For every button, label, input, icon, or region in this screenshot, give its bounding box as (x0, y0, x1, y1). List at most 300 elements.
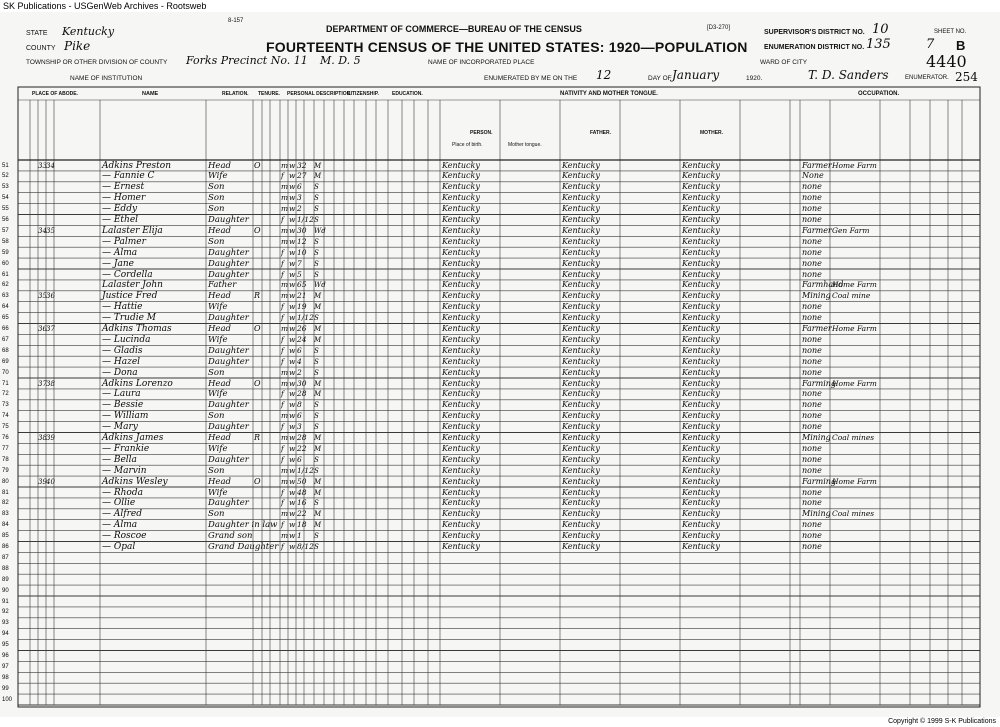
occupation-cell: none (802, 411, 822, 421)
relation-cell: Grand son (208, 531, 253, 542)
father-birthplace-cell: Kentucky (562, 302, 600, 312)
tenure-cell: O (254, 225, 261, 235)
line-number: 56 (2, 217, 9, 223)
relation-cell: Father (208, 280, 237, 291)
education-header: EDUCATION. (392, 91, 423, 97)
dwelling-number: 34 (38, 226, 47, 235)
race-cell: w (289, 476, 296, 486)
relation-cell: Head (208, 160, 231, 171)
industry-cell: Home Farm (832, 378, 877, 388)
relation-cell: Daughter (208, 269, 249, 280)
age-cell: 24 (297, 334, 307, 344)
enumeration-label: ENUMERATION DISTRICT NO. (764, 44, 865, 51)
relation-cell: Wife (208, 389, 228, 400)
marital-cell: M (314, 390, 322, 399)
person-name: — Mary (102, 422, 138, 433)
marital-cell: M (314, 477, 322, 486)
age-cell: 30 (297, 225, 307, 235)
place-of-birth-label: Place of birth. (452, 142, 483, 148)
marital-cell: S (314, 455, 319, 464)
marital-cell: S (314, 543, 319, 551)
age-cell: 8 (297, 400, 302, 410)
person-name: — Roscoe (102, 531, 147, 542)
industry-cell: Coal mines (832, 433, 875, 442)
industry-cell: Home Farm (832, 324, 877, 333)
supervisor-district: 10 (872, 22, 889, 37)
father-birthplace-cell: Kentucky (562, 247, 600, 257)
age-cell: 10 (297, 247, 307, 257)
race-cell: w (289, 411, 296, 421)
tenure-cell: R (254, 433, 261, 442)
father-birthplace-cell: Kentucky (562, 520, 600, 530)
occupation-cell: none (802, 193, 822, 203)
race-cell: w (289, 313, 296, 323)
marital-cell: Wd (314, 226, 326, 235)
sex-cell: m (281, 193, 289, 203)
personal-header: PERSONAL DESCRIPTION. (287, 91, 352, 97)
sex-cell: m (281, 160, 289, 170)
father-birthplace-cell: Kentucky (562, 160, 600, 170)
occupation-cell: none (802, 345, 822, 355)
sex-cell: m (281, 182, 289, 192)
relation-cell: Daughter (208, 400, 249, 411)
family-number: 35 (46, 226, 55, 235)
enumerated-label: ENUMERATED BY ME ON THE (484, 75, 578, 82)
sex-cell: f (281, 389, 284, 399)
enumerator-label: ENUMERATOR. (905, 75, 949, 81)
age-cell: 2 (297, 204, 302, 214)
person-name: — Alma (102, 247, 138, 258)
birthplace-cell: Kentucky (442, 345, 480, 355)
marital-cell: M (314, 488, 322, 497)
line-number: 60 (2, 260, 9, 267)
person-name: — Dona (102, 367, 138, 378)
mother-birthplace-cell: Kentucky (682, 160, 720, 170)
mother-birthplace-cell: Kentucky (682, 182, 720, 192)
race-cell: w (289, 378, 296, 388)
line-number: 75 (2, 424, 9, 431)
father-birthplace-cell: Kentucky (562, 324, 600, 333)
race-cell: w (289, 454, 296, 464)
person-name: Adkins James (102, 433, 164, 443)
father-birthplace-cell: Kentucky (562, 291, 600, 301)
father-birthplace-cell: Kentucky (562, 356, 600, 366)
birthplace-cell: Kentucky (442, 258, 480, 268)
birthplace-cell: Kentucky (442, 509, 480, 519)
age-cell: 26 (297, 324, 307, 333)
age-cell: 6 (297, 411, 302, 421)
age-cell: 48 (297, 487, 307, 497)
occupation-cell: none (802, 542, 822, 551)
race-cell: w (289, 542, 296, 551)
family-number: 36 (46, 292, 55, 301)
age-cell: 19 (297, 302, 307, 312)
line-number: 77 (2, 445, 9, 452)
race-cell: w (289, 498, 296, 508)
line-number: 55 (2, 206, 9, 213)
relation-cell: Daughter (208, 454, 249, 465)
relation-cell: Head (208, 433, 231, 443)
sex-cell: f (281, 422, 284, 432)
mother-tongue-label: Mother tongue. (508, 142, 542, 148)
father-birthplace-cell: Kentucky (562, 236, 600, 246)
sex-cell: f (281, 247, 284, 257)
occupation-cell: Farming (802, 378, 837, 388)
line-number: 65 (2, 315, 9, 322)
marital-cell: S (314, 423, 319, 432)
birthplace-cell: Kentucky (442, 247, 480, 257)
stamp-number-2: 254 (955, 70, 978, 84)
age-cell: 18 (297, 520, 307, 530)
age-cell: 1/12 (297, 465, 314, 475)
birthplace-cell: Kentucky (442, 280, 480, 290)
mother-birthplace-cell: Kentucky (682, 400, 720, 410)
father-birthplace-cell: Kentucky (562, 531, 600, 541)
sheet-letter: B (956, 38, 966, 53)
window-title: SK Publications - USGenWeb Archives - Rootsweb (3, 1, 207, 11)
occupation-cell: none (802, 487, 822, 497)
line-number: 74 (2, 413, 9, 420)
tenure-cell: O (254, 378, 261, 388)
line-number: 85 (2, 533, 9, 540)
person-name: Adkins Lorenzo (102, 378, 173, 389)
father-birthplace-cell: Kentucky (562, 498, 600, 508)
line-number: 73 (2, 402, 9, 409)
sex-cell: f (281, 542, 284, 551)
race-cell: w (289, 520, 296, 530)
age-cell: 22 (297, 443, 307, 453)
mother-birthplace-cell: Kentucky (682, 367, 720, 377)
line-number: 79 (2, 467, 9, 474)
census-sheet (0, 12, 1000, 717)
marital-cell: M (314, 303, 322, 312)
sheet-label: SHEET NO. (934, 29, 967, 35)
person-name: — Bessie (102, 400, 144, 411)
name-header: NAME (142, 91, 159, 97)
race-cell: w (289, 400, 296, 410)
age-cell: 6 (297, 454, 302, 464)
marital-cell: Wd (314, 281, 326, 290)
birthplace-cell: Kentucky (442, 389, 480, 399)
relation-cell: Head (208, 324, 231, 334)
occupation-cell: none (802, 204, 822, 214)
relation-cell: Head (208, 476, 231, 487)
tenure-header: TENURE. (258, 91, 280, 97)
sheet-number: 7 (926, 37, 935, 52)
father-birthplace-cell: Kentucky (562, 422, 600, 432)
mother-birthplace-cell: Kentucky (682, 520, 720, 530)
race-cell: w (289, 258, 296, 268)
person-name: — Palmer (102, 236, 146, 247)
person-name: — Marvin (102, 465, 147, 476)
age-cell: 30 (297, 378, 307, 388)
department-title: DEPARTMENT OF COMMERCE—BUREAU OF THE CENSUS (326, 24, 582, 34)
marital-cell: S (314, 346, 319, 355)
relation-cell: Daughter (208, 422, 249, 433)
dwelling-number: 38 (38, 434, 47, 442)
sex-cell: f (281, 269, 284, 279)
occupation-cell: None (802, 171, 824, 181)
dwelling-number: 39 (38, 477, 47, 486)
state-label: STATE (26, 30, 48, 37)
marital-cell: S (314, 314, 319, 323)
sex-cell: m (281, 465, 289, 475)
mother-birthplace-cell: Kentucky (682, 542, 720, 551)
person-name: — Fannie C (102, 171, 155, 182)
marital-cell: M (314, 379, 322, 388)
line-number: 59 (2, 249, 9, 256)
birthplace-cell: Kentucky (442, 465, 480, 475)
occupation-cell: none (802, 236, 822, 246)
sex-cell: m (281, 509, 289, 519)
tenure-cell: O (254, 476, 261, 486)
occupation-cell: none (802, 422, 822, 432)
line-number: 76 (2, 435, 9, 441)
birthplace-cell: Kentucky (442, 269, 480, 279)
sex-cell: f (281, 345, 284, 355)
race-cell: w (289, 171, 296, 181)
marital-cell: M (314, 325, 322, 333)
industry-cell: Home Farm (832, 476, 877, 486)
occupation-cell: none (802, 389, 822, 399)
person-name: — Ollie (102, 498, 136, 509)
marital-cell: S (314, 499, 319, 508)
age-cell: 50 (297, 476, 307, 486)
birthplace-cell: Kentucky (442, 324, 480, 333)
person-name: — William (102, 411, 149, 422)
line-number: 71 (2, 380, 9, 387)
county-label: COUNTY (26, 45, 56, 52)
sex-cell: m (281, 291, 289, 301)
father-birthplace-cell: Kentucky (562, 443, 600, 453)
line-number: 93 (2, 620, 9, 627)
line-number: 81 (2, 489, 9, 496)
tenure-cell: O (254, 160, 261, 170)
father-birthplace-cell: Kentucky (562, 454, 600, 464)
marital-cell: S (314, 270, 319, 279)
occupation-cell: none (802, 215, 822, 224)
sex-cell: f (281, 258, 284, 268)
line-number: 72 (2, 391, 9, 398)
sex-cell: f (281, 356, 284, 366)
supervisor-label: SUPERVISOR'S DISTRICT NO. (764, 29, 865, 36)
age-cell: 28 (297, 389, 307, 399)
person-name: — Cordella (102, 269, 153, 280)
family-number: 40 (46, 477, 55, 486)
person-name: — Rhoda (102, 487, 143, 498)
person-name: Adkins Wesley (102, 476, 168, 487)
line-number: 83 (2, 511, 9, 518)
line-number: 70 (2, 369, 9, 376)
father-birthplace-cell: Kentucky (562, 204, 600, 214)
race-cell: w (289, 291, 296, 301)
line-number: 63 (2, 293, 9, 300)
mother-birthplace-cell: Kentucky (682, 280, 720, 290)
race-cell: w (289, 236, 296, 246)
father-birthplace-cell: Kentucky (562, 542, 600, 551)
copyright-text: Copyright © 1999 S-K Publications (888, 718, 996, 725)
father-birthplace-cell: Kentucky (562, 225, 600, 235)
relation-cell: Daughter (208, 498, 249, 509)
dwelling-number: 33 (38, 161, 47, 170)
line-number: 82 (2, 500, 9, 507)
marital-cell: S (314, 412, 319, 421)
birthplace-cell: Kentucky (442, 531, 480, 541)
family-number: 38 (46, 379, 55, 388)
sex-cell: m (281, 225, 289, 235)
marital-cell: S (314, 205, 319, 214)
person-name: — Laura (102, 389, 141, 400)
age-cell: 27 (297, 171, 307, 181)
sex-cell: f (281, 487, 284, 497)
sex-cell: m (281, 531, 289, 541)
line-number: 100 (2, 696, 13, 703)
birthplace-cell: Kentucky (442, 291, 480, 301)
relation-cell: Son (208, 204, 225, 215)
age-cell: 2 (297, 367, 302, 377)
person-name: Justice Fred (102, 291, 158, 302)
age-cell: 1 (297, 531, 302, 541)
age-cell: 8/12 (297, 542, 314, 551)
person-subheader: PERSON. (470, 130, 493, 136)
form-number: 8-157 (228, 18, 244, 24)
line-number: 99 (2, 685, 9, 692)
mother-birthplace-cell: Kentucky (682, 531, 720, 541)
father-birthplace-cell: Kentucky (562, 400, 600, 410)
sex-cell: m (281, 367, 289, 377)
father-birthplace-cell: Kentucky (562, 269, 600, 279)
county-value: Pike (64, 39, 91, 53)
birthplace-cell: Kentucky (442, 182, 480, 192)
citizenship-header: CITIZENSHIP. (347, 91, 379, 97)
sex-cell: f (281, 171, 284, 181)
father-birthplace-cell: Kentucky (562, 367, 600, 377)
marital-cell: M (314, 510, 322, 519)
birthplace-cell: Kentucky (442, 433, 480, 442)
sex-cell: m (281, 378, 289, 388)
person-name: — Ethel (102, 215, 139, 225)
sex-cell: f (281, 302, 284, 312)
birthplace-cell: Kentucky (442, 422, 480, 432)
line-number: 51 (2, 162, 9, 169)
person-name: — Ernest (102, 182, 145, 193)
race-cell: w (289, 367, 296, 377)
line-number: 57 (2, 227, 9, 234)
marital-cell: M (314, 434, 322, 442)
birthplace-cell: Kentucky (442, 542, 480, 551)
dwelling-number: 36 (38, 325, 47, 333)
line-number: 89 (2, 576, 9, 583)
mother-birthplace-cell: Kentucky (682, 258, 720, 268)
relation-cell: Son (208, 411, 225, 422)
age-cell: 1/12 (297, 313, 314, 323)
relation-cell: Son (208, 465, 225, 476)
person-name: — Lucinda (102, 334, 151, 345)
mother-birthplace-cell: Kentucky (682, 302, 720, 312)
mother-birthplace-cell: Kentucky (682, 269, 720, 279)
sex-cell: f (281, 498, 284, 508)
birthplace-cell: Kentucky (442, 215, 480, 224)
footer (0, 717, 1000, 727)
age-cell: 28 (297, 433, 307, 442)
magisterial-value: M. D. 5 (320, 54, 361, 67)
line-number: 88 (2, 565, 9, 572)
mother-birthplace-cell: Kentucky (682, 204, 720, 214)
birthplace-cell: Kentucky (442, 411, 480, 421)
relation-cell: Daughter (208, 247, 249, 258)
age-cell: 5 (297, 269, 302, 279)
mother-birthplace-cell: Kentucky (682, 215, 720, 224)
relation-cell: Son (208, 193, 225, 204)
age-cell: 7 (297, 258, 302, 268)
mother-birthplace-cell: Kentucky (682, 411, 720, 421)
line-number: 78 (2, 456, 9, 463)
line-number: 95 (2, 642, 9, 649)
person-name: — Jane (102, 258, 134, 269)
relation-cell: Grand Daughter (208, 542, 279, 552)
race-cell: w (289, 280, 296, 290)
race-cell: w (289, 247, 296, 257)
institution-label: NAME OF INSTITUTION (70, 75, 143, 82)
father-birthplace-cell: Kentucky (562, 313, 600, 323)
occupation-cell: Mining (802, 291, 831, 301)
line-number: 87 (2, 554, 9, 561)
relation-cell: Wife (208, 443, 228, 454)
person-name: — Alfred (102, 509, 142, 520)
father-birthplace-cell: Kentucky (562, 334, 600, 344)
father-birthplace-cell: Kentucky (562, 280, 600, 290)
sex-cell: f (281, 520, 284, 530)
race-cell: w (289, 509, 296, 519)
relation-cell: Daughter (208, 313, 249, 324)
race-cell: w (289, 302, 296, 312)
race-cell: w (289, 422, 296, 432)
relation-cell: Daughter (208, 356, 249, 367)
person-name: Lalaster John (102, 280, 163, 291)
relation-cell: Daughter (208, 345, 249, 356)
birthplace-cell: Kentucky (442, 400, 480, 410)
mother-birthplace-cell: Kentucky (682, 291, 720, 301)
sex-cell: m (281, 204, 289, 214)
race-cell: w (289, 487, 296, 497)
line-number: 97 (2, 663, 9, 670)
person-name: — Homer (102, 193, 146, 204)
race-cell: w (289, 433, 296, 442)
mother-birthplace-cell: Kentucky (682, 356, 720, 366)
person-name: — Frankie (102, 443, 150, 454)
industry-cell: Home Farm (832, 160, 877, 170)
day-label: DAY OF (648, 75, 672, 82)
father-birthplace-cell: Kentucky (562, 487, 600, 497)
marital-cell: S (314, 237, 319, 246)
relation-cell: Daughter (208, 215, 249, 225)
occupation-cell: none (802, 302, 822, 312)
race-cell: w (289, 345, 296, 355)
occupation-cell: none (802, 465, 822, 475)
occupation-cell: none (802, 269, 822, 279)
birthplace-cell: Kentucky (442, 313, 480, 323)
line-number: 96 (2, 653, 9, 659)
form-code: [D3-270] (707, 25, 731, 31)
mother-birthplace-cell: Kentucky (682, 389, 720, 399)
relation-cell: Head (208, 225, 231, 236)
relation-cell: Wife (208, 302, 228, 313)
occupation-cell: none (802, 531, 822, 541)
family-number: 39 (46, 434, 55, 442)
birthplace-cell: Kentucky (442, 454, 480, 464)
race-cell: w (289, 269, 296, 279)
father-birthplace-cell: Kentucky (562, 182, 600, 192)
